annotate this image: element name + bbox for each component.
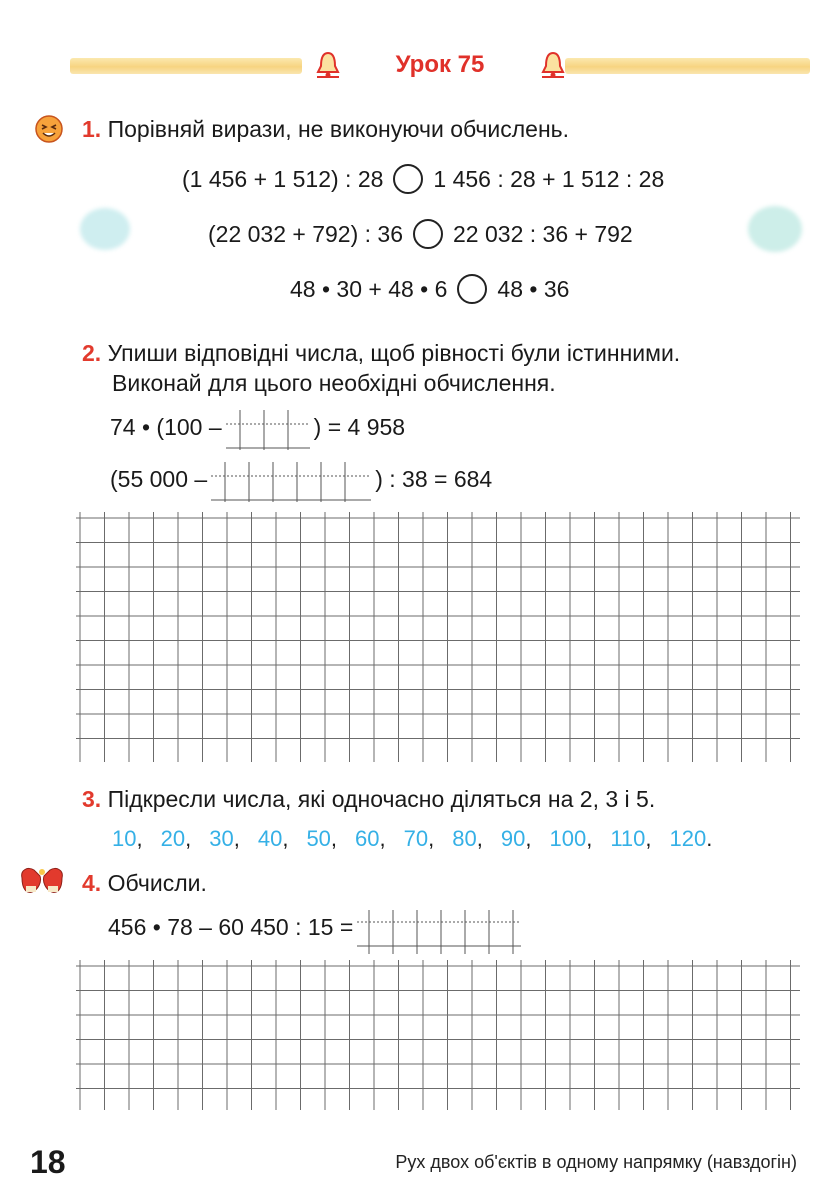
number-item[interactable]: 120 bbox=[669, 826, 707, 851]
task-1-title bbox=[82, 114, 569, 144]
mittens-icon bbox=[18, 864, 66, 898]
compare-row-2 bbox=[208, 217, 633, 251]
compare-right-2: 22 032 : 36 + 792 bbox=[453, 221, 633, 247]
compare-circle-2[interactable] bbox=[413, 219, 443, 249]
compare-circle-1[interactable] bbox=[393, 164, 423, 194]
task-3-text: Підкресли числа, які одночасно діляться на 2, 3 і 5. bbox=[107, 786, 656, 812]
bell-icon bbox=[540, 50, 566, 80]
smiley-face-icon bbox=[34, 114, 64, 144]
answer-cells-1[interactable] bbox=[226, 410, 310, 444]
task-4-expression-row bbox=[108, 910, 525, 944]
compare-right-3: 48 • 36 bbox=[497, 276, 570, 302]
number-item[interactable]: 10 bbox=[112, 826, 137, 851]
footer-topic: Рух двох об'єктів в одному напрямку (навздогін) bbox=[395, 1152, 797, 1172]
equation-1-right: ) = 4 958 bbox=[313, 414, 406, 440]
compare-right-1: 1 456 : 28 + 1 512 : 28 bbox=[433, 166, 665, 192]
answer-cells-2[interactable] bbox=[211, 462, 371, 496]
final-period: . bbox=[706, 826, 713, 851]
number-item[interactable]: 50 bbox=[306, 826, 331, 851]
task-2-number: 2. bbox=[82, 340, 102, 366]
compare-left-1: (1 456 + 1 512) : 28 bbox=[182, 166, 384, 192]
number-item[interactable]: 70 bbox=[403, 826, 429, 851]
task-1-text: Порівняй вирази, не виконуючи обчислень. bbox=[107, 116, 570, 142]
task-4-text: Обчисли. bbox=[107, 870, 207, 896]
lesson-title: Урок 75 bbox=[395, 51, 485, 78]
equation-1 bbox=[110, 410, 405, 444]
number-item[interactable]: 90 bbox=[500, 826, 526, 851]
equation-2-right: ) : 38 = 684 bbox=[375, 466, 493, 492]
task-3-title bbox=[82, 784, 655, 814]
compare-left-3: 48 • 30 + 48 • 6 bbox=[290, 276, 448, 302]
compare-left-2: (22 032 + 792) : 36 bbox=[208, 221, 404, 247]
number-item[interactable]: 60 bbox=[355, 826, 380, 851]
equation-2-left: (55 000 – bbox=[110, 466, 208, 492]
task-3-number: 3. bbox=[82, 786, 102, 812]
work-grid-1[interactable] bbox=[76, 512, 800, 762]
task-2-title bbox=[82, 338, 680, 368]
decorative-blob bbox=[748, 206, 802, 252]
task-2-text-line1: Упиши відповідні числа, щоб рівності були істинними. bbox=[107, 340, 681, 366]
numbers-row: 10 , 20 , 30 , 40 , 50 , 60 , 70 , 80 , 90 , 100 , 110 , 120 . bbox=[112, 824, 712, 854]
task-1-number: 1. bbox=[82, 116, 102, 142]
decorative-blob bbox=[80, 208, 130, 250]
compare-row-3 bbox=[290, 272, 569, 306]
equation-2 bbox=[110, 462, 492, 496]
number-item[interactable]: 20 bbox=[160, 826, 186, 851]
task-4-number: 4. bbox=[82, 870, 102, 896]
number-item[interactable]: 30 bbox=[209, 826, 234, 851]
task-4-expression: 456 • 78 – 60 450 : 15 = bbox=[108, 914, 354, 940]
work-grid-2[interactable] bbox=[76, 960, 800, 1110]
compare-row-1 bbox=[182, 162, 664, 196]
answer-cells-3[interactable] bbox=[357, 910, 521, 944]
task-2-title-line2: Виконай для цього необхідні обчислення. bbox=[112, 370, 556, 396]
page-number: 18 bbox=[30, 1144, 66, 1180]
task-4-title bbox=[82, 868, 207, 898]
number-item[interactable]: 40 bbox=[257, 826, 283, 851]
equation-1-left: 74 • (100 – bbox=[110, 414, 222, 440]
number-item[interactable]: 110 bbox=[610, 826, 646, 851]
compare-circle-3[interactable] bbox=[457, 274, 487, 304]
number-item[interactable]: 80 bbox=[452, 826, 477, 851]
lesson-banner bbox=[70, 50, 810, 80]
number-item[interactable]: 100 bbox=[549, 826, 587, 851]
